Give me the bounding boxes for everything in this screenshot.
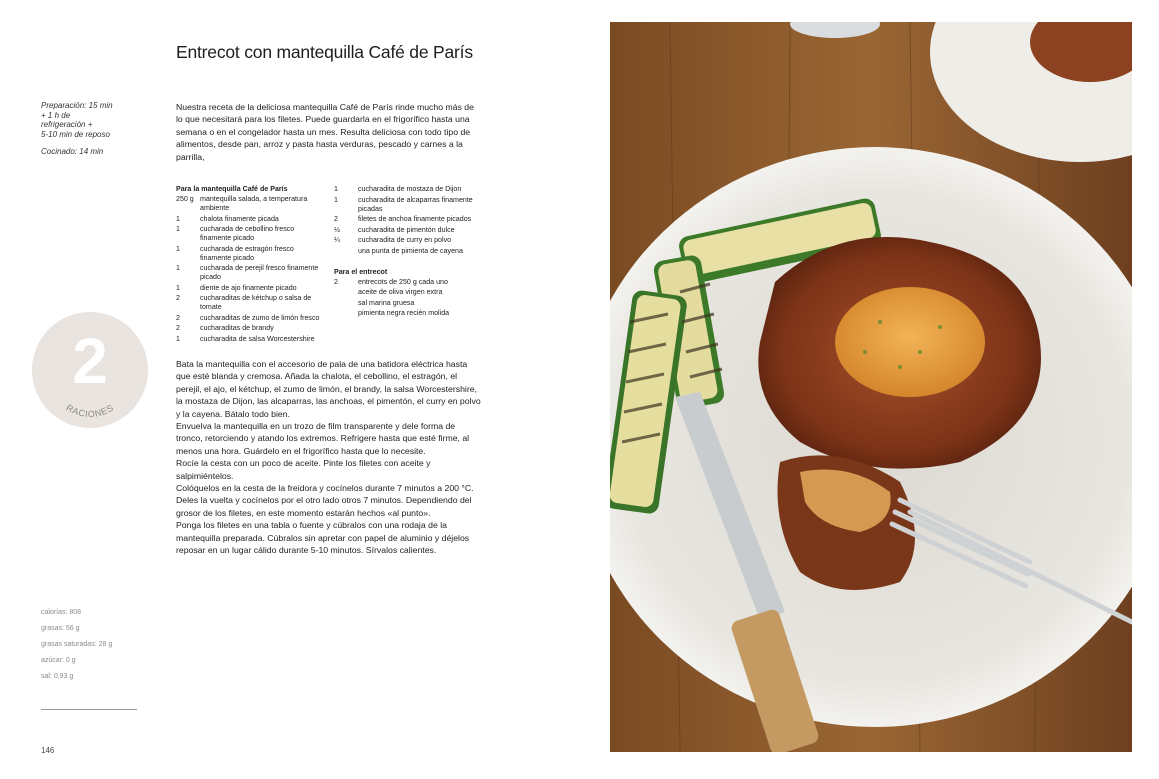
ingredient-row	[176, 264, 326, 282]
method-step: Bata la mantequilla con el accesorio de pala de una batidora eléctrica hasta que esté blanda y cremosa. Añada la chalota, el cebollino, el estragón, el perejil, el ajo, el kétchup, el zumo de limón, el brandy, la salsa Worcestershire, la mostaza de Dijon, las alcaparras, las anchoas, el pimentón, el curry en polvo y la cayena. Bátalo todo bien.	[176, 359, 481, 419]
nutrition-line: azúcar: 0 g	[41, 657, 76, 664]
ingredient-qty: 2	[176, 313, 180, 322]
ingredient-row	[176, 284, 326, 293]
ingredient-qty	[334, 288, 358, 297]
ingredient-text: cucharadita de pimentón dulce	[358, 225, 455, 234]
ingredient-row	[334, 278, 484, 287]
ingredient-row	[176, 314, 326, 323]
servings-number: 2	[72, 325, 108, 397]
ingredient-qty: 1	[334, 195, 338, 204]
divider	[41, 709, 137, 710]
ingredient-qty	[334, 309, 358, 318]
ingredient-qty: 1	[176, 334, 180, 343]
ingredient-qty: 2	[176, 294, 180, 302]
butter-heading: Para la mantequilla Café de París	[176, 185, 288, 193]
ingredients-column-1	[176, 185, 326, 345]
steak-photo	[610, 22, 1132, 752]
ingredient-row	[334, 247, 484, 256]
ingredient-qty: 1	[176, 244, 180, 253]
method-step: Ponga los filetes en una tabla o fuente y cúbralos con una rodaja de la mantequilla preparada. Cúbralos sin apretar con papel de aluminio y déjelos reposar en un lugar cálido durante 5-10 minutos. Sírvalos calientes.	[176, 520, 470, 556]
prep-line: refrigeración +	[41, 120, 93, 130]
ingredient-row	[334, 226, 484, 235]
ingredient-qty	[334, 247, 358, 256]
ingredient-text: chalota finamente picada	[200, 214, 279, 223]
ingredient-qty: 1	[176, 214, 180, 223]
ingredient-text: cucharadita de curry en polvo	[358, 236, 452, 244]
ingredient-text: cucharada de perejil fresco finamente picado	[200, 264, 319, 281]
ingredient-text: cucharada de cebollino fresco finamente picado	[200, 225, 295, 242]
ingredient-row	[334, 288, 484, 297]
method-step: Rocíe la cesta con un poco de aceite. Pinte los filetes con aceite y salpimiéntelos.	[176, 458, 431, 481]
ingredient-text: cucharaditas de kétchup o salsa de tomate	[200, 294, 312, 311]
steak-heading: Para el entrecot	[334, 267, 388, 276]
ingredients-column-2	[334, 185, 484, 320]
prep-info	[41, 101, 151, 157]
recipe-title: Entrecot con mantequilla Café de París	[176, 42, 473, 62]
food-illustration	[610, 22, 1132, 752]
ingredient-row	[334, 299, 484, 308]
ingredient-row	[334, 309, 484, 318]
recipe-intro: Nuestra receta de la deliciosa mantequilla Café de París rinde mucho más de lo que necesitará para los filetes. Puede guardarla en el frigorífico hasta una semana o en el congelador hasta un mes. Resulta deliciosa con todo tipo de alimentos, desde pan, arroz y pasta hasta verduras, pescado y carnes a la parrilla,	[176, 102, 474, 162]
ingredient-text: cucharaditas de zumo de limón fresco	[200, 313, 320, 322]
ingredient-row	[176, 324, 326, 333]
method	[176, 358, 481, 557]
butter-slice	[835, 287, 985, 397]
method-step: Envuelva la mantequilla en un trozo de film transparente y dele forma de tronco, retorciendo y atando los extremos. Refrigere hasta que esté firme, al menos una hora. Guárdelo en el frigorífico hasta que lo necesite.	[176, 421, 470, 456]
ingredient-text: cucharadita de salsa Worcestershire	[200, 334, 315, 343]
cook-time: Cocinado: 14 min	[41, 147, 104, 157]
ingredient-text: una punta de pimienta de cayena	[358, 246, 463, 255]
ingredient-row	[176, 195, 326, 213]
ingredient-text: diente de ajo finamente picado	[200, 283, 297, 292]
ingredient-text: cucharadita de mostaza de Dijon	[358, 185, 462, 193]
ingredient-text: sal marina gruesa	[358, 298, 415, 307]
ingredient-row	[176, 215, 326, 224]
prep-line: + 1 h de	[41, 110, 71, 120]
prep-line: Preparación: 15 min	[41, 101, 113, 110]
servings-label-arc	[32, 312, 148, 428]
method-step: Colóquelos en la cesta de la freidora y cocínelos durante 7 minutos a 200 °C. Deles la vuelta y cocínelos por el otro lado otros 7 minutos. Dependiendo del grosor de los filetes, en este momento estarán hechos «al punto».	[176, 483, 474, 518]
ingredient-qty	[334, 299, 358, 308]
ingredient-qty: ½	[334, 225, 340, 234]
ingredient-qty: 1	[176, 225, 180, 233]
ingredient-text: entrecots de 250 g cada uno	[358, 277, 448, 286]
ingredient-qty: 2	[334, 215, 338, 223]
servings-badge	[32, 312, 148, 428]
ingredient-text: pimienta negra recién molida	[358, 309, 450, 317]
ingredient-row	[176, 294, 326, 312]
ingredient-text: mantequilla salada, a temperatura ambiente	[200, 195, 308, 212]
ingredient-qty: 2	[176, 324, 180, 332]
ingredient-row	[334, 236, 484, 245]
nutrition-line: calorías: 808	[41, 609, 82, 616]
ingredient-text: aceite de oliva virgen extra	[358, 288, 443, 296]
ingredient-qty: ¼	[334, 236, 340, 244]
nutrition-info	[41, 605, 112, 685]
ingredient-qty: 1	[176, 283, 180, 292]
nutrition-line: sal: 0,93 g	[41, 673, 74, 680]
svg-text:RACIONES	[65, 402, 116, 419]
ingredient-text: cucharadita de alcaparras finamente picadas	[358, 195, 473, 213]
ingredient-row	[334, 185, 484, 194]
ingredient-qty: 1	[176, 264, 180, 272]
ingredient-row	[334, 215, 484, 224]
ingredient-row	[334, 196, 484, 214]
ingredient-qty: 250 g	[176, 195, 194, 203]
ingredient-row	[176, 225, 326, 243]
page-number: 146	[41, 746, 55, 755]
prep-line: 5-10 min de reposo	[41, 129, 110, 139]
ingredient-text: cucharaditas de brandy	[200, 324, 274, 332]
ingredient-text: cucharada de estragón fresco finamente picado	[200, 244, 294, 262]
nutrition-line: grasas saturadas: 28 g	[41, 641, 113, 648]
ingredient-row	[176, 245, 326, 263]
ingredient-row	[176, 335, 326, 344]
servings-label: RACIONES	[64, 402, 116, 420]
ingredient-qty: 1	[334, 185, 338, 193]
ingredient-text: filetes de anchoa finamente picados	[358, 215, 472, 223]
ingredient-qty: 2	[334, 277, 338, 286]
nutrition-line: grasas: 56 g	[41, 625, 80, 632]
